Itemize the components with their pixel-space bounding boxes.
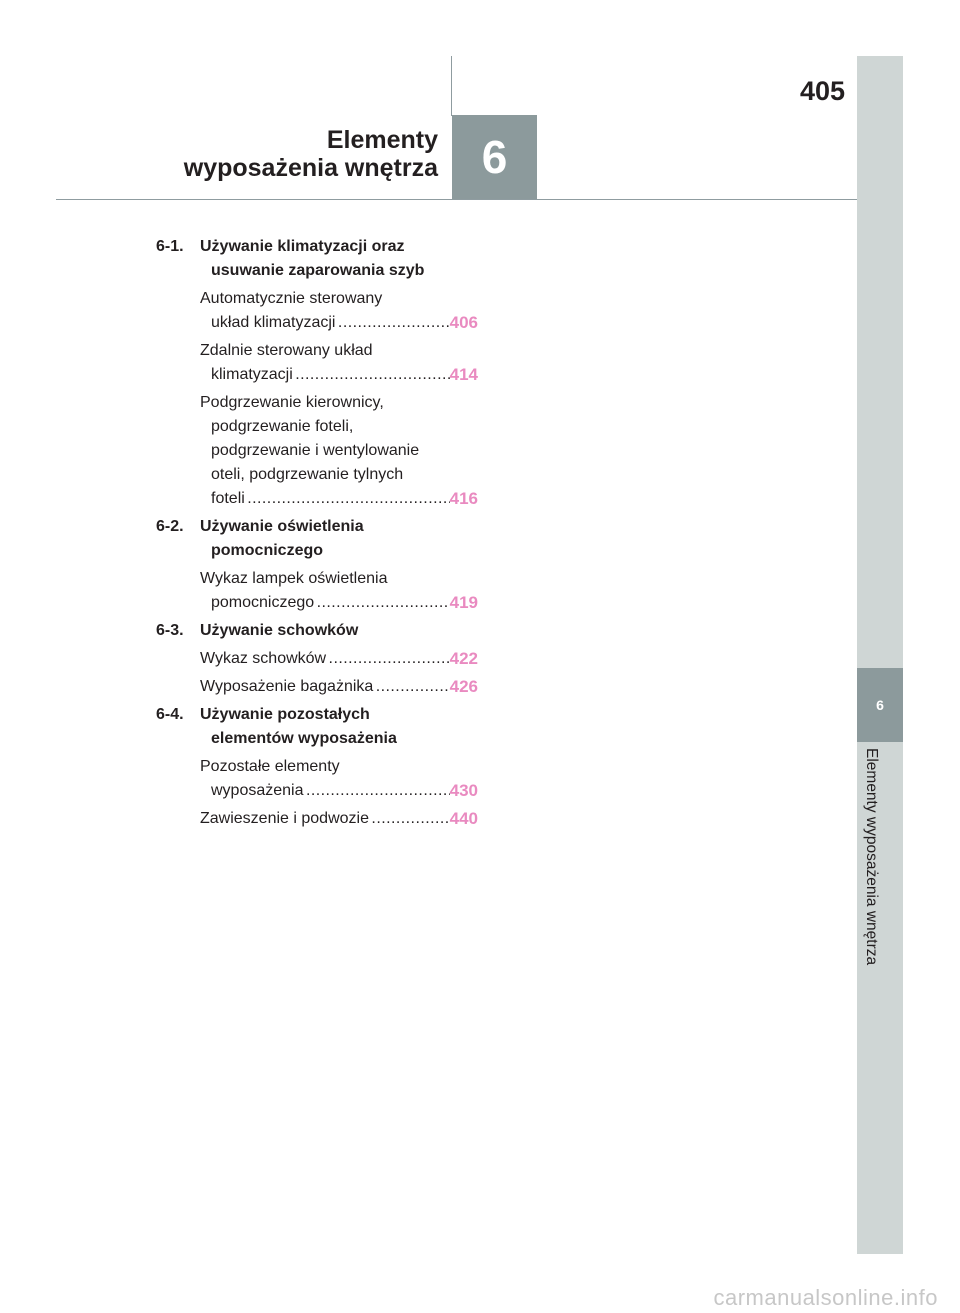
entry-text-line: oteli, podgrzewanie tylnych <box>211 466 404 483</box>
entry-text-line: Zdalnie sterowany układ <box>200 342 373 359</box>
entry-leader-line <box>200 487 478 511</box>
entry-text-line: Pozostałe elementy <box>200 758 340 775</box>
entry-last-text <box>211 363 450 387</box>
entry-page-link[interactable]: 416 <box>449 489 478 508</box>
chapter-number-box <box>452 115 537 199</box>
table-of-contents <box>156 235 478 835</box>
section-title <box>200 703 478 751</box>
entry-last-text <box>211 487 450 511</box>
section-title <box>200 235 478 283</box>
toc-entry[interactable] <box>200 647 478 671</box>
entry-last-label: układ klimatyzacji <box>211 314 336 331</box>
watermark: carmanualsonline.info <box>713 1285 938 1310</box>
section-number: 6-2. <box>156 518 184 535</box>
entry-last-label: wyposażenia <box>211 782 304 799</box>
chapter-title-line2: wyposażenia wnętrza <box>183 154 438 182</box>
entry-last-text <box>200 647 450 671</box>
entry-last-label: Zawieszenie i podwozie <box>200 810 369 827</box>
entry-last-label: pomocniczego <box>211 594 315 611</box>
section-title-line2: pomocniczego <box>211 542 324 559</box>
entry-page-link[interactable]: 440 <box>449 809 478 828</box>
section-title <box>200 619 478 643</box>
header-vertical-rule <box>451 56 452 116</box>
toc-entry[interactable] <box>200 287 478 335</box>
entry-page-link[interactable]: 406 <box>449 313 478 332</box>
entry-last-text <box>211 779 450 803</box>
entry-last-label: Wyposażenie bagażnika <box>200 678 374 695</box>
toc-section <box>156 235 478 511</box>
section-title-line1: Używanie oświetlenia <box>200 518 364 535</box>
entry-leader-line <box>200 779 478 803</box>
entry-page-link[interactable]: 419 <box>449 593 478 612</box>
entry-leader-line <box>200 807 478 831</box>
side-tab-number-box[interactable] <box>857 668 903 742</box>
entry-last-label: foteli <box>211 490 245 507</box>
toc-entry[interactable] <box>200 807 478 831</box>
section-title-line1: Używanie pozostałych <box>200 706 370 723</box>
toc-entry[interactable] <box>200 567 478 615</box>
section-title-line2: usuwanie zaparowania szyb <box>211 262 425 279</box>
chapter-title-line1: Elementy <box>326 126 438 154</box>
entry-leader-line <box>200 363 478 387</box>
side-tab-label: Elementy wyposażenia wnętrza <box>863 748 880 966</box>
section-heading <box>156 515 478 563</box>
page-number: 405 <box>800 76 846 106</box>
section-title-line1: Używanie schowków <box>200 622 359 639</box>
section-title-line1: Używanie klimatyzacji oraz <box>200 238 405 255</box>
chapter-number: 6 <box>481 131 508 183</box>
entry-last-text <box>200 807 450 831</box>
entry-leader-line <box>200 591 478 615</box>
entry-last-text <box>211 311 450 335</box>
section-number: 6-3. <box>156 622 184 639</box>
toc-section <box>156 619 478 699</box>
entry-last-text <box>200 675 450 699</box>
chapter-title <box>184 126 438 182</box>
entry-page-link[interactable]: 414 <box>449 365 478 384</box>
entry-text-line: Wykaz lampek oświetlenia <box>200 570 388 587</box>
toc-entry[interactable] <box>200 339 478 387</box>
toc-section <box>156 703 478 831</box>
entry-text-line: podgrzewanie foteli, <box>211 418 354 435</box>
entry-last-label: klimatyzacji <box>211 366 293 383</box>
section-heading <box>156 703 478 751</box>
entry-text-line: podgrzewanie i wentylowanie <box>211 442 420 459</box>
section-title-line2: elementów wyposażenia <box>211 730 397 747</box>
entry-leader-line <box>200 675 478 699</box>
entry-page-link[interactable]: 426 <box>449 677 478 696</box>
section-heading <box>156 235 478 283</box>
entry-page-link[interactable]: 430 <box>449 781 478 800</box>
side-tab-number: 6 <box>876 697 884 713</box>
toc-section <box>156 515 478 615</box>
section-number: 6-1. <box>156 238 184 255</box>
entry-leader-line <box>200 311 478 335</box>
section-heading <box>156 619 478 643</box>
toc-entry[interactable] <box>200 675 478 699</box>
entry-text-line: Podgrzewanie kierownicy, <box>200 394 384 411</box>
section-title <box>200 515 478 563</box>
entry-last-text <box>211 591 450 615</box>
entry-page-link[interactable]: 422 <box>449 649 478 668</box>
toc-entry[interactable] <box>200 755 478 803</box>
section-number: 6-4. <box>156 706 184 723</box>
entry-last-label: Wykaz schowków <box>200 650 327 667</box>
toc-entry[interactable] <box>200 391 478 511</box>
entry-leader-line <box>200 647 478 671</box>
side-tab-strip <box>857 56 903 1254</box>
header-horizontal-rule <box>56 199 858 200</box>
entry-text-line: Automatycznie sterowany <box>200 290 383 307</box>
